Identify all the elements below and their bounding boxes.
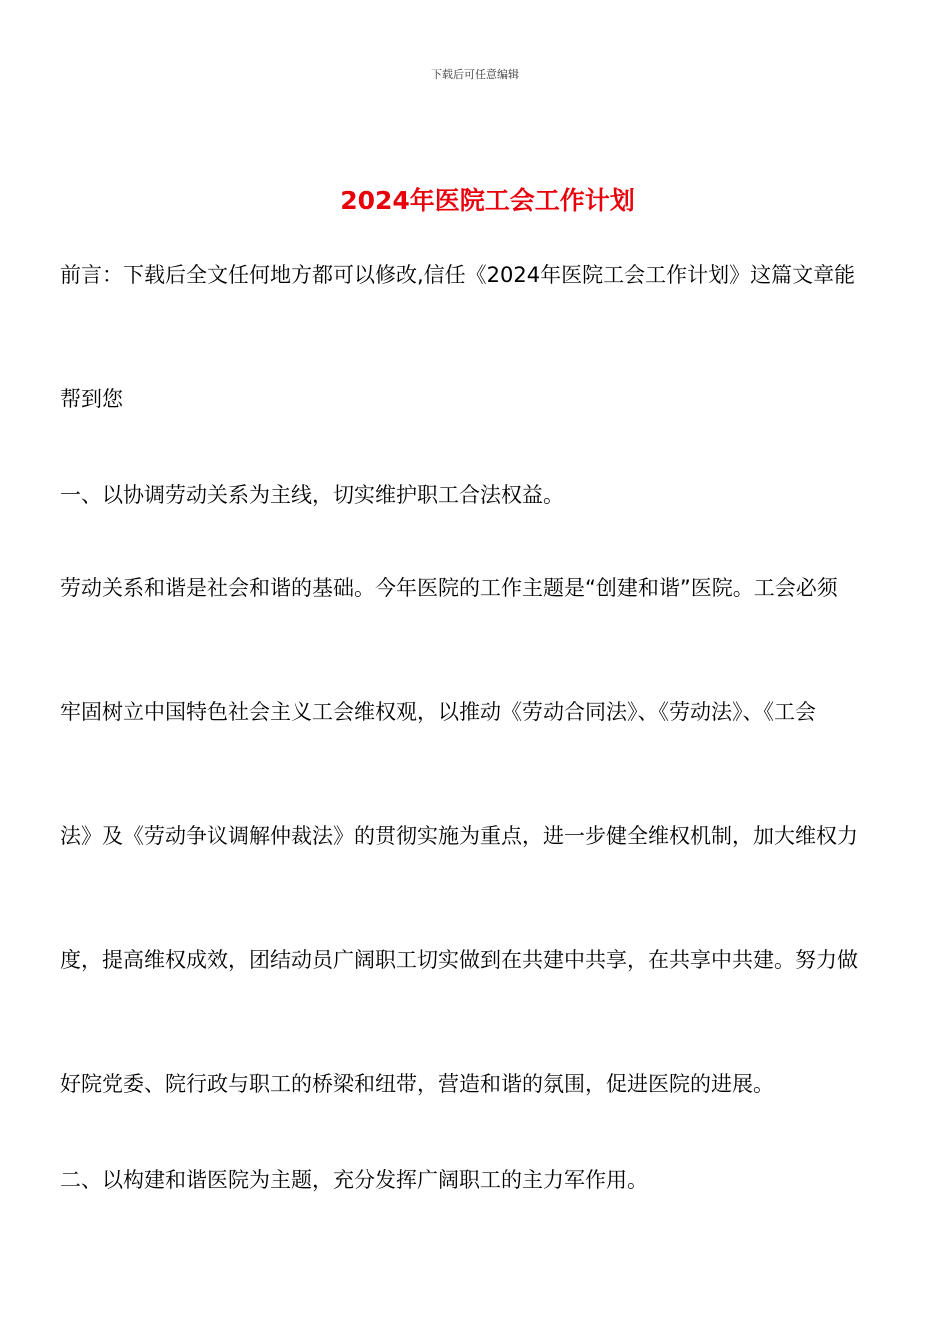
paragraph-line-2: 牢固树立中国特色社会主义工会维权观，以推动《劳动合同法》、《劳动法》、《工会 xyxy=(60,700,816,724)
paragraph-line-4: 度，提高维权成效，团结动员广阔职工切实做到在共建中共享，在共享中共建。努力做 xyxy=(60,948,858,972)
paragraph-line-5: 好院党委、院行政与职工的桥梁和纽带，营造和谐的氛围，促进医院的进展。 xyxy=(60,1072,774,1096)
paragraph-line-3: 法》及《劳动争议调解仲裁法》的贯彻实施为重点，进一步健全维权机制，加大维权力 xyxy=(60,824,858,848)
section-2-heading: 二、以构建和谐医院为主题，充分发挥广阔职工的主力军作用。 xyxy=(60,1168,648,1192)
page-header-note: 下载后可任意编辑 xyxy=(431,68,519,81)
paragraph-line-1: 劳动关系和谐是社会和谐的基础。今年医院的工作主题是“创建和谐”医院。工会必须 xyxy=(60,576,838,600)
section-1-heading: 一、以协调劳动关系为主线，切实维护职工合法权益。 xyxy=(60,483,564,507)
preface-line-2: 帮到您 xyxy=(60,387,123,411)
document-title: 2024年医院工会工作计划 xyxy=(340,186,635,215)
preface-line-1: 前言：下载后全文任何地方都可以修改,信任《2024年医院工会工作计划》这篇文章能 xyxy=(60,263,856,287)
